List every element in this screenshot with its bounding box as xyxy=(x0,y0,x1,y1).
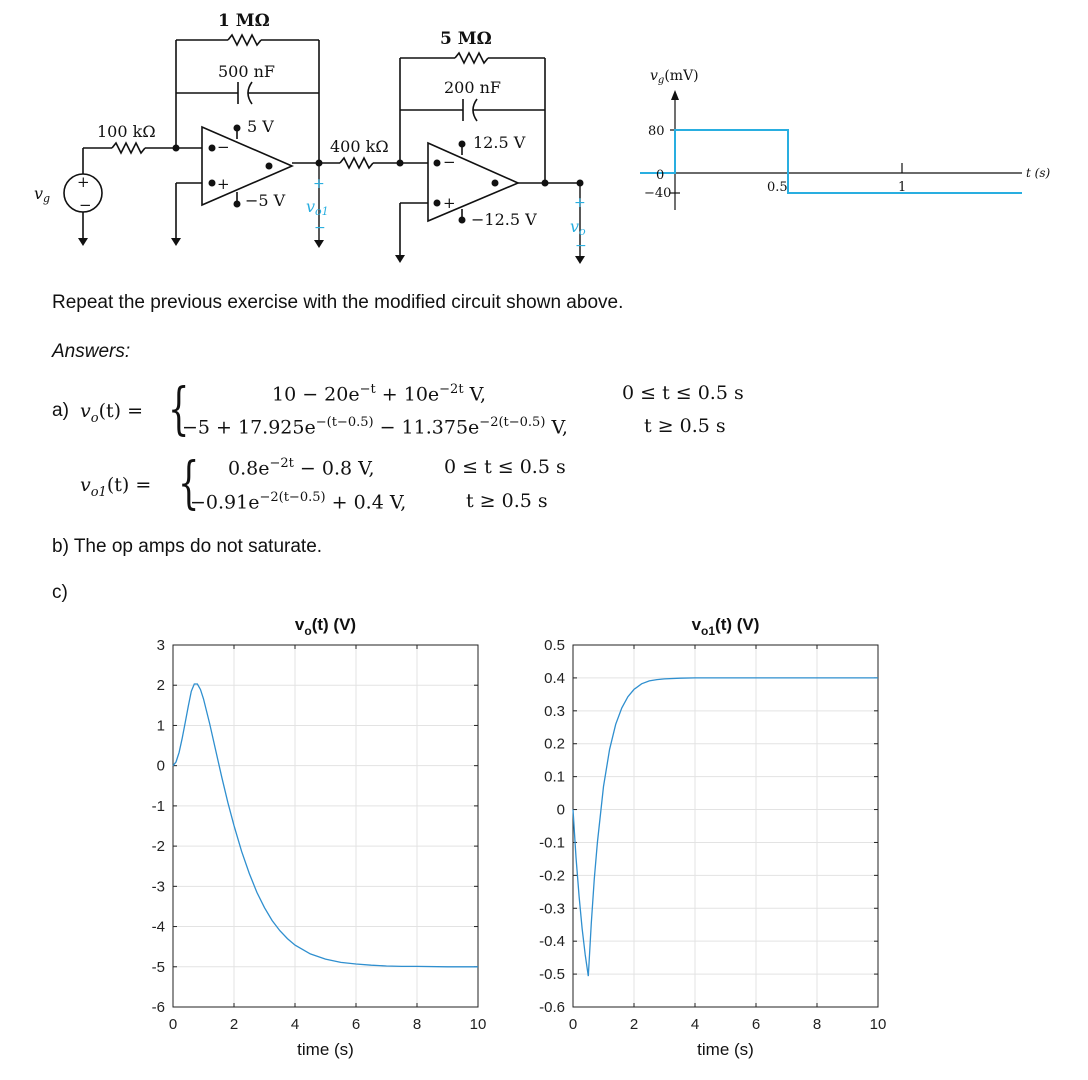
intro-text: Repeat the previous exercise with the modified circuit shown above. xyxy=(52,292,624,313)
y-tick-label: 0.1 xyxy=(544,768,565,786)
label-500nF: 500 nF xyxy=(218,62,276,81)
x-tick-label: 10 xyxy=(869,1016,887,1033)
resistor-5M xyxy=(455,53,488,63)
label-100k: 100 kΩ xyxy=(97,122,156,141)
y-tick-label: 0.5 xyxy=(544,637,565,654)
vo-case-2: $-5 + 17.925e^{-(t-0.5)} - 11.375e^{-2(t-0.5)}$ V, xyxy=(182,415,568,439)
resistor-1M xyxy=(228,35,261,45)
source-minus-sign: − xyxy=(79,196,92,214)
label-m5V: −5 V xyxy=(245,191,286,210)
vo-case-1-cond: 0 ≤ t ≤ 0.5 s xyxy=(622,382,744,404)
y-tick-label: -0.6 xyxy=(539,999,565,1016)
x-tick-label: 6 xyxy=(351,1016,361,1033)
label-400k: 400 kΩ xyxy=(330,137,389,156)
vg-ytick-80: 80 xyxy=(648,124,665,139)
y-tick-label: -5 xyxy=(151,958,165,976)
source-plus-sign: + xyxy=(77,173,90,191)
y-tick-label: -3 xyxy=(151,878,165,896)
y-tick-label: 3 xyxy=(156,637,165,654)
x-tick-label: 4 xyxy=(690,1016,700,1033)
x-tick-label: 0 xyxy=(168,1016,178,1033)
vo1-case-1-cond: 0 ≤ t ≤ 0.5 s xyxy=(444,456,566,478)
y-tick-label: -6 xyxy=(151,999,165,1016)
x-tick-label: 2 xyxy=(229,1016,239,1033)
chart-title: $v_o(t)$ (V) xyxy=(294,615,357,638)
label-plus-vo1: + xyxy=(313,176,325,192)
y-tick-label: -0.3 xyxy=(539,900,565,918)
vg-ylabel: $v_g(mV)$ xyxy=(650,68,699,86)
vo-brace: { xyxy=(168,377,190,442)
label-5M: 5 MΩ xyxy=(440,29,492,49)
label-vg: vg xyxy=(34,184,51,205)
chart-title: $v_{o1}(t)$ (V) xyxy=(691,615,760,638)
y-tick-label: -0.2 xyxy=(539,867,565,885)
vg-xlabel: t (s) xyxy=(1026,166,1051,180)
label-5V: 5 V xyxy=(247,117,274,136)
vg-waveform-plot xyxy=(630,60,1070,220)
y-tick-label: 0.2 xyxy=(544,735,565,753)
y-tick-label: -2 xyxy=(151,838,165,856)
resistor-100k xyxy=(112,143,145,153)
y-tick-label: -0.5 xyxy=(539,966,565,984)
vo1-case-2-cond: t ≥ 0.5 s xyxy=(466,490,548,512)
resistor-400k xyxy=(340,158,373,168)
vg-waveform xyxy=(640,130,1022,193)
svg-text:+: + xyxy=(443,194,456,212)
label-minus-vo1: − xyxy=(314,220,326,236)
label-plus-vo: + xyxy=(574,195,586,211)
x-tick-label: 8 xyxy=(812,1016,822,1033)
vo-case-1: $10 - 20e^{-t} + 10e^{-2t}$ V, xyxy=(272,382,487,406)
y-tick-label: -0.1 xyxy=(539,834,565,852)
y-tick-label: 0 xyxy=(556,801,565,819)
y-tick-label: 0.4 xyxy=(544,669,565,687)
answers-heading: Answers: xyxy=(52,341,131,362)
vo1-equation-lhs: $v_{o1}(t)$ = xyxy=(80,474,152,500)
svg-text:−: − xyxy=(443,153,456,171)
svg-text:−: − xyxy=(217,138,230,156)
x-tick-label: 2 xyxy=(629,1016,639,1033)
x-tick-label: 6 xyxy=(751,1016,761,1033)
vg-xtick-05: 0.5 xyxy=(767,180,788,195)
x-axis-label: time (s) xyxy=(697,1040,754,1059)
vo1-time-plot xyxy=(530,605,910,1070)
y-tick-label: 0.3 xyxy=(544,702,565,720)
y-tick-label: 1 xyxy=(156,717,165,735)
label-1M: 1 MΩ xyxy=(218,11,270,31)
part-a-label: a) xyxy=(52,400,69,421)
label-12_5V: 12.5 V xyxy=(473,133,526,152)
vg-ytick-m40: −40 xyxy=(644,186,672,201)
x-tick-label: 4 xyxy=(290,1016,300,1033)
y-tick-label: 2 xyxy=(156,677,165,695)
vo-time-plot xyxy=(130,605,510,1070)
circuit-diagram xyxy=(0,0,620,285)
vo1-brace: { xyxy=(178,451,200,516)
vg-xtick-1: 1 xyxy=(898,180,907,195)
x-tick-label: 8 xyxy=(412,1016,422,1033)
x-tick-label: 0 xyxy=(568,1016,578,1033)
label-minus-vo: − xyxy=(575,238,587,254)
y-tick-label: 0 xyxy=(156,757,165,775)
vo-equation-lhs: $v_o(t)$ = xyxy=(80,400,143,426)
vo1-case-2: $-0.91e^{-2(t-0.5)} + 0.4$ V, xyxy=(190,490,407,514)
vo1-case-1: $0.8e^{-2t} - 0.8$ V, xyxy=(228,456,375,480)
y-tick-label: -0.4 xyxy=(539,933,565,951)
x-tick-label: 10 xyxy=(469,1016,487,1033)
y-tick-label: -1 xyxy=(151,797,165,815)
label-200nF: 200 nF xyxy=(444,78,502,97)
vo-case-2-cond: t ≥ 0.5 s xyxy=(644,415,726,437)
part-c-label: c) xyxy=(52,582,68,603)
label-m12_5V: −12.5 V xyxy=(471,210,537,229)
x-axis-label: time (s) xyxy=(297,1040,354,1059)
part-b-text: b) The op amps do not saturate. xyxy=(52,536,323,557)
label-vo: vo xyxy=(570,217,586,238)
svg-text:+: + xyxy=(217,175,230,193)
plot-area xyxy=(173,645,478,1007)
vg-ytick-0: 0 xyxy=(656,168,665,183)
y-tick-label: -4 xyxy=(151,918,165,936)
plot-area xyxy=(573,645,878,1007)
label-vo1: vo1 xyxy=(306,197,329,218)
